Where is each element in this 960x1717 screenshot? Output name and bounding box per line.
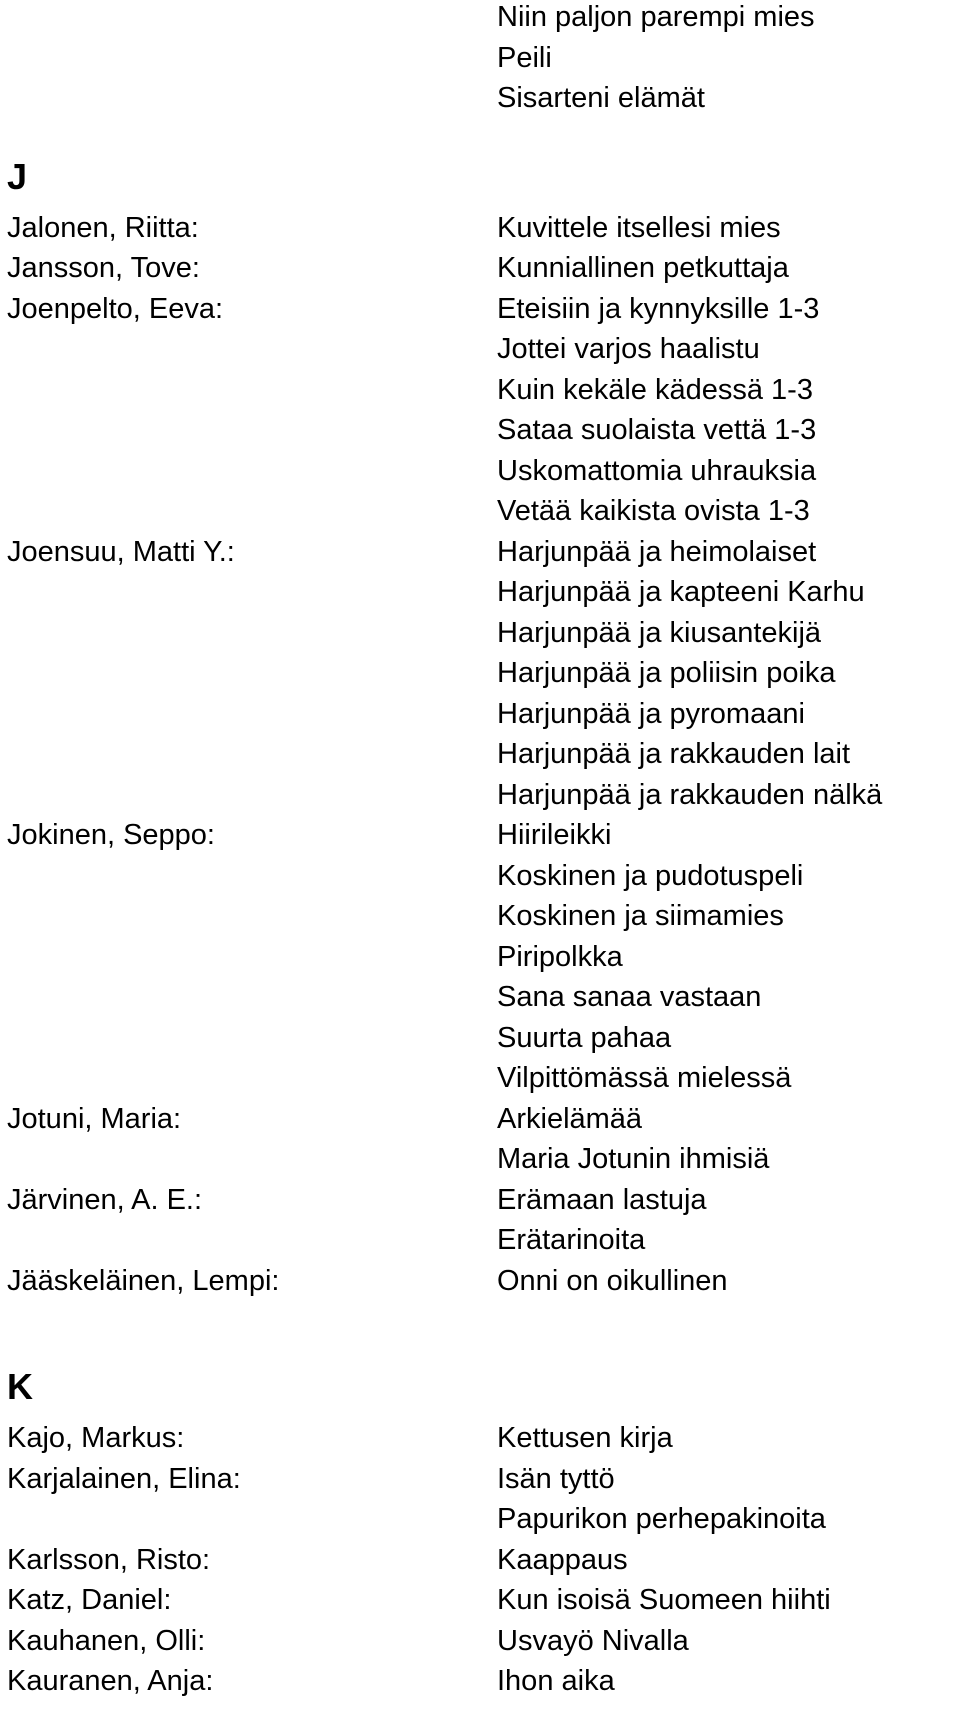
book-title: Sana sanaa vastaan bbox=[497, 981, 762, 1013]
author-name: Kauhanen, Olli: bbox=[7, 1624, 206, 1657]
book-title: Harjunpää ja kapteeni Karhu bbox=[497, 576, 865, 608]
book-title: Kuin kekäle kädessä 1-3 bbox=[497, 373, 813, 406]
book-title: Arkielämää bbox=[497, 1102, 643, 1135]
book-title: Sataa suolaista vettä 1-3 bbox=[497, 414, 817, 446]
author-name: Joenpelto, Eeva: bbox=[7, 292, 224, 325]
book-title: Hiirileikki bbox=[497, 819, 612, 851]
author-name: Katz, Daniel: bbox=[7, 1584, 172, 1616]
book-title: Harjunpää ja poliisin poika bbox=[497, 657, 836, 689]
book-title: Vetää kaikista ovista 1-3 bbox=[497, 495, 810, 527]
section-letter: J bbox=[7, 155, 28, 197]
book-title: Piripolkka bbox=[497, 940, 623, 973]
book-title: Niin paljon parempi mies bbox=[497, 1, 815, 33]
author-name: Kajo, Markus: bbox=[7, 1422, 185, 1454]
book-title: Harjunpää ja heimolaiset bbox=[497, 535, 817, 568]
book-title: Kettusen kirja bbox=[497, 1422, 673, 1454]
book-title: Kunniallinen petkuttaja bbox=[497, 252, 789, 284]
book-title: Erätarinoita bbox=[497, 1224, 646, 1256]
book-title: Usvayö Nivalla bbox=[497, 1624, 689, 1657]
book-title: Koskinen ja pudotuspeli bbox=[497, 859, 804, 892]
author-name: Karjalainen, Elina: bbox=[7, 1462, 241, 1495]
book-title: Isän tyttö bbox=[497, 1462, 615, 1495]
book-title: Harjunpää ja pyromaani bbox=[497, 697, 805, 730]
book-title: Eteisiin ja kynnyksille 1-3 bbox=[497, 292, 820, 325]
author-name: Jansson, Tove: bbox=[7, 252, 200, 284]
book-title: Kaappaus bbox=[497, 1543, 628, 1576]
book-title: Harjunpää ja kiusantekijä bbox=[497, 616, 822, 649]
author-name: Järvinen, A. E.: bbox=[7, 1183, 203, 1216]
book-title: Maria Jotunin ihmisiä bbox=[497, 1143, 770, 1175]
section-letter: K bbox=[7, 1366, 33, 1407]
book-title: Harjunpää ja rakkauden lait bbox=[497, 738, 851, 770]
book-title: Harjunpää ja rakkauden nälkä bbox=[497, 778, 883, 811]
book-title: Uskomattomia uhrauksia bbox=[497, 454, 817, 487]
book-title: Onni on oikullinen bbox=[497, 1264, 728, 1297]
author-name: Jokinen, Seppo: bbox=[7, 819, 215, 851]
book-title: Jottei varjos haalistu bbox=[497, 333, 760, 365]
author-name: Kauranen, Anja: bbox=[7, 1665, 214, 1697]
author-name: Jotuni, Maria: bbox=[7, 1102, 182, 1135]
book-title: Vilpittömässä mielessä bbox=[497, 1062, 792, 1094]
book-title: Kun isoisä Suomeen hiihti bbox=[497, 1584, 831, 1616]
author-name: Jalonen, Riitta: bbox=[7, 211, 199, 244]
book-title: Sisarteni elämät bbox=[497, 82, 705, 114]
author-name: Karlsson, Risto: bbox=[7, 1543, 211, 1576]
book-title: Suurta pahaa bbox=[497, 1021, 672, 1054]
book-title: Peili bbox=[497, 41, 552, 74]
author-name: Jääskeläinen, Lempi: bbox=[7, 1264, 280, 1297]
author-name: Joensuu, Matti Y.: bbox=[7, 535, 235, 568]
book-title: Erämaan lastuja bbox=[497, 1183, 707, 1216]
book-title: Koskinen ja siimamies bbox=[497, 900, 784, 932]
book-title: Ihon aika bbox=[497, 1665, 615, 1697]
book-title: Kuvittele itsellesi mies bbox=[497, 211, 781, 244]
book-title: Papurikon perhepakinoita bbox=[497, 1503, 826, 1535]
